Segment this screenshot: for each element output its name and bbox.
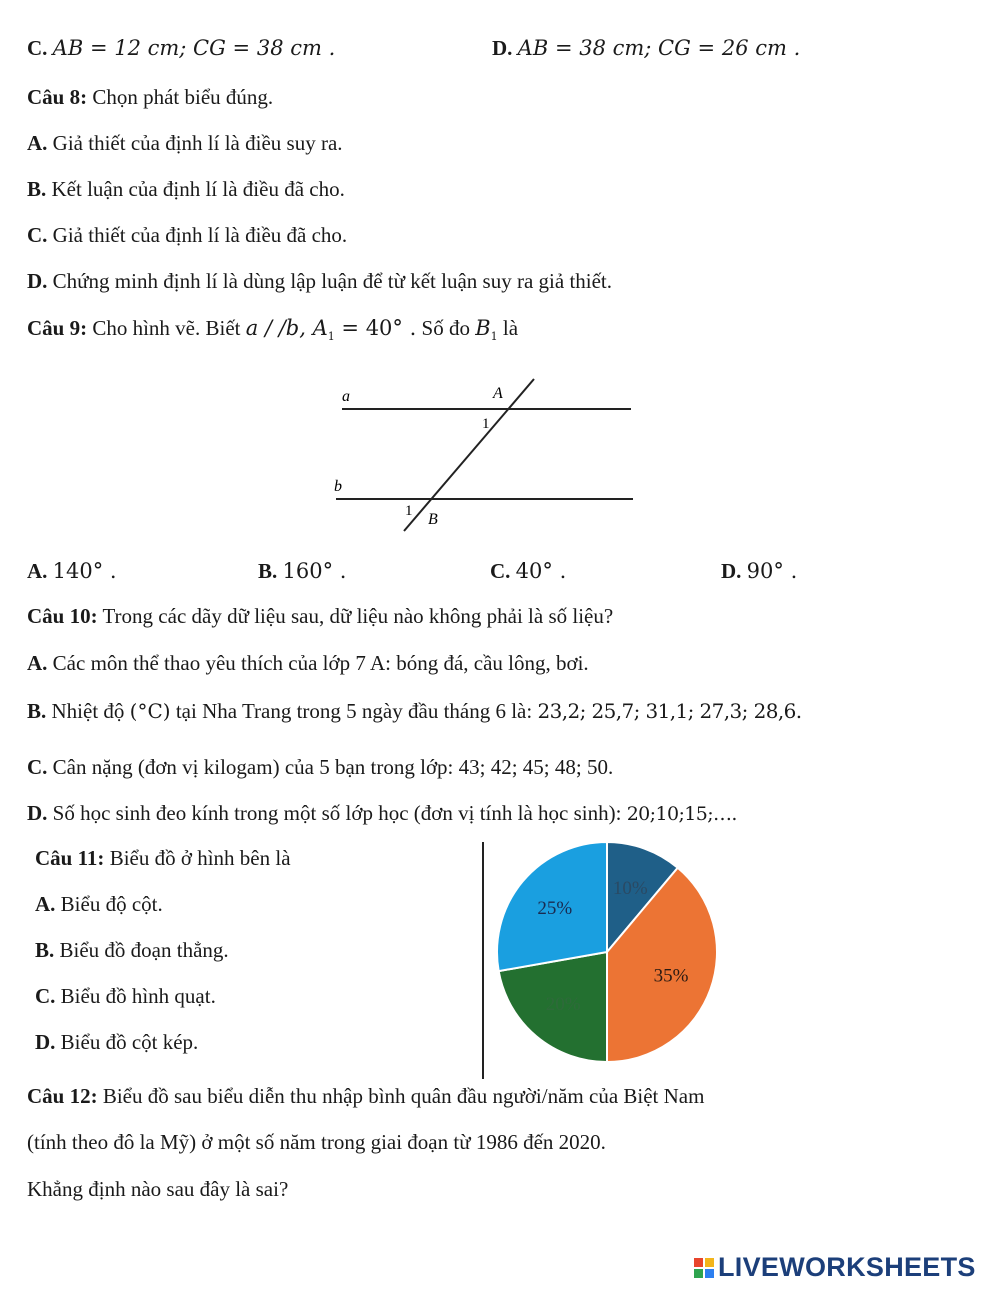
option-label: D. — [27, 269, 48, 293]
question-9 — [27, 316, 518, 343]
question-text: Cho hình vẽ. Biết — [92, 316, 241, 340]
q8-option-c[interactable] — [27, 223, 347, 248]
option-label: C. — [490, 559, 511, 583]
pie-slice-label: 20% — [545, 994, 581, 1016]
question-8 — [27, 85, 273, 110]
option-label: D. — [27, 801, 48, 825]
pie-slice-label: 25% — [537, 898, 573, 920]
angle-a1-label: 1 — [482, 416, 490, 432]
chart-divider — [482, 842, 484, 1079]
option-text: Biểu đồ hình quạt. — [60, 984, 216, 1008]
option-label: A. — [27, 131, 48, 155]
angle-b1-label: 1 — [405, 503, 413, 519]
q7-option-c[interactable] — [27, 36, 335, 61]
option-math: 90° . — [746, 559, 798, 583]
question-text: (tính theo đô la Mỹ) ở một số năm trong giai đoạn từ 1986 đến 2020. — [27, 1130, 606, 1154]
option-math: 160° . — [282, 559, 347, 583]
option-text: Biểu độ cột. — [60, 892, 163, 916]
q11-option-d[interactable] — [35, 1030, 198, 1055]
option-label: B. — [27, 699, 47, 723]
option-label: D. — [721, 559, 742, 583]
q7-option-d[interactable] — [492, 36, 800, 61]
option-label: A. — [35, 892, 56, 916]
q11-option-c[interactable] — [35, 984, 216, 1009]
question-10 — [27, 604, 613, 629]
q9-option-b[interactable] — [258, 559, 346, 584]
option-label: C. — [27, 36, 48, 60]
option-unit: (°C) — [129, 699, 171, 723]
q9-option-d[interactable] — [721, 559, 797, 584]
option-math: AB = 12 cm; CG = 38 cm . — [52, 36, 336, 60]
option-text: Chứng minh định lí là dùng lập luận để từ kết luận suy ra giả thiết. — [52, 269, 613, 293]
question-12-line-2 — [27, 1130, 606, 1155]
question-label: Câu 9: — [27, 316, 88, 340]
option-text: Giả thiết của định lí là điều suy ra. — [52, 131, 343, 155]
question-label: Câu 10: — [27, 604, 98, 628]
option-label: B. — [35, 938, 55, 962]
option-text: Biểu đồ cột kép. — [60, 1030, 199, 1054]
question-text: Số đo — [421, 316, 470, 340]
q10-option-d[interactable] — [27, 801, 737, 826]
option-text: Nhiệt độ — [51, 699, 125, 723]
question-text: Biểu đồ sau biểu diễn thu nhập bình quân đầu người/năm của Biệt Nam — [102, 1084, 705, 1108]
option-math: 40° . — [515, 559, 567, 583]
option-label: D. — [35, 1030, 56, 1054]
option-label: C. — [27, 755, 48, 779]
transversal-line — [404, 379, 534, 531]
line-b-label: b — [334, 478, 342, 495]
q8-option-a[interactable] — [27, 131, 343, 156]
q8-option-d[interactable] — [27, 269, 612, 294]
option-text: Kết luận của định lí là điều đã cho. — [51, 177, 345, 201]
pie-chart — [490, 842, 730, 1064]
math-parallel: a / /b, A — [245, 316, 328, 340]
math-angle-value: = 40° . — [334, 316, 417, 340]
option-label: A. — [27, 559, 48, 583]
pie-slice-label: 10% — [612, 877, 648, 899]
option-values: 20;10;15;…. — [626, 803, 737, 825]
q8-option-b[interactable] — [27, 177, 345, 202]
q11-option-b[interactable] — [35, 938, 229, 963]
option-text: Số học sinh đeo kính trong một số lớp học (đơn vị tính là học sinh): — [52, 801, 622, 825]
question-text: Khẳng định nào sau đây là sai? — [27, 1177, 289, 1201]
question-12-line-3 — [27, 1177, 288, 1202]
option-label: B. — [27, 177, 47, 201]
question-text: Trong các dãy dữ liệu sau, dữ liệu nào không phải là số liệu? — [102, 604, 614, 628]
option-text: Giả thiết của định lí là điều đã cho. — [52, 223, 348, 247]
question-label: Câu 8: — [27, 85, 88, 109]
q9-option-a[interactable] — [27, 559, 117, 584]
question-12 — [27, 1084, 704, 1109]
logo-squares-icon — [694, 1258, 714, 1278]
option-label: D. — [492, 36, 513, 60]
question-label: Câu 12: — [27, 1084, 98, 1108]
math-angle-name: B — [475, 316, 491, 340]
q11-option-a[interactable] — [35, 892, 163, 917]
option-text: Cân nặng (đơn vị kilogam) của 5 bạn trong lớp: 43; 42; 45; 48; 50. — [52, 755, 614, 779]
q10-option-b[interactable] — [27, 699, 801, 724]
point-a-label: A — [493, 385, 503, 402]
option-math: AB = 38 cm; CG = 26 cm . — [517, 36, 801, 60]
math-subscript: 1 — [490, 330, 498, 344]
q10-option-c[interactable] — [27, 755, 613, 780]
option-text: Biểu đồ đoạn thẳng. — [59, 938, 229, 962]
question-text: Chọn phát biểu đúng. — [92, 85, 274, 109]
option-label: B. — [258, 559, 278, 583]
point-b-label: B — [428, 511, 438, 528]
pie-slice-label: 35% — [653, 965, 689, 987]
option-text: tại Nha Trang trong 5 ngày đầu tháng 6 là: — [175, 699, 533, 723]
option-text: Các môn thể thao yêu thích của lớp 7 A: bóng đá, cầu lông, bơi. — [52, 651, 589, 675]
math-subscript: 1 — [327, 330, 335, 344]
option-label: A. — [27, 651, 48, 675]
question-label: Câu 11: — [35, 846, 105, 870]
option-values: 23,2; 25,7; 31,1; 27,3; 28,6. — [537, 699, 802, 723]
question-text: Biểu đồ ở hình bên là — [109, 846, 291, 870]
question-text: là — [502, 316, 519, 340]
q10-option-a[interactable] — [27, 651, 589, 676]
logo-text: LIVEWORKSHEETS — [718, 1252, 976, 1282]
line-a-label: a — [342, 388, 350, 405]
option-label: C. — [27, 223, 48, 247]
option-label: C. — [35, 984, 56, 1008]
q9-option-c[interactable] — [490, 559, 566, 584]
parallel-lines-figure — [325, 370, 645, 540]
option-math: 140° . — [52, 559, 117, 583]
liveworksheets-logo[interactable] — [694, 1252, 976, 1283]
question-11 — [35, 846, 291, 871]
